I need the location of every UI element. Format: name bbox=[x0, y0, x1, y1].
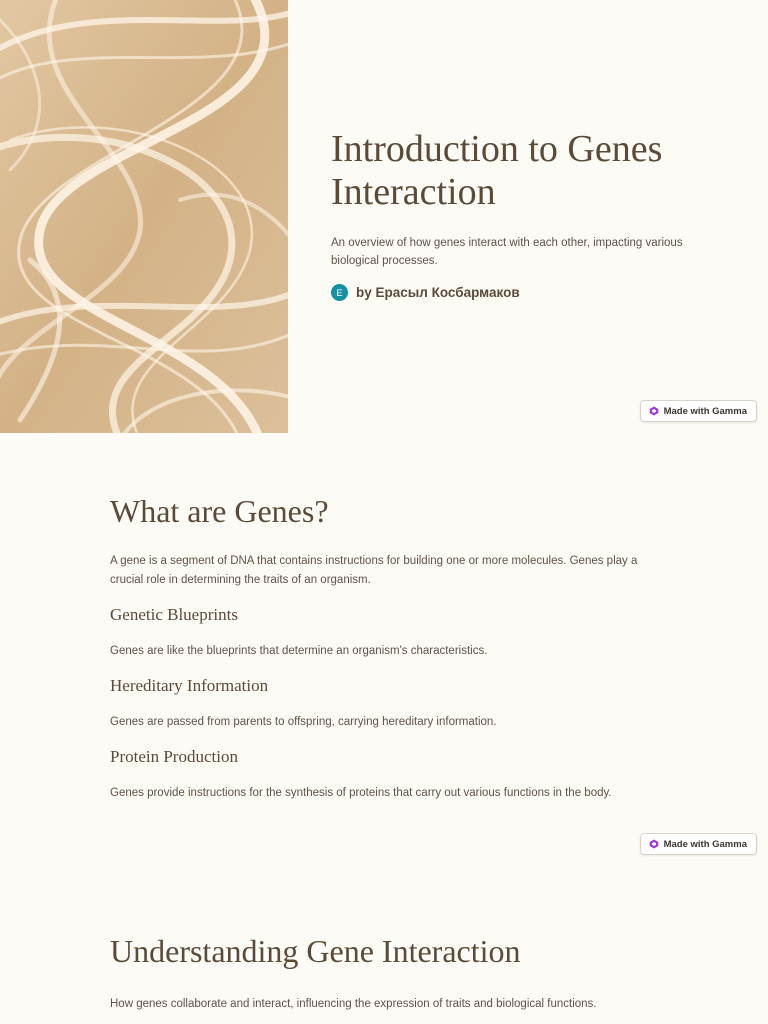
gamma-logo-icon bbox=[649, 839, 659, 849]
gamma-logo-icon bbox=[649, 406, 659, 416]
author-info bbox=[331, 284, 520, 301]
section-title-hereditary-information: Hereditary Information bbox=[110, 676, 269, 695]
what-are-genes-slide bbox=[0, 433, 768, 865]
gamma-badge-label: Made with Gamma bbox=[663, 838, 747, 850]
gamma-badge-label: Made with Gamma bbox=[663, 405, 747, 417]
slide-heading: What are Genes? bbox=[110, 493, 329, 529]
made-with-gamma-button[interactable] bbox=[640, 400, 757, 422]
section-text-genetic-blueprints: Genes are like the blueprints that determine an organism's characteristics. bbox=[110, 645, 488, 657]
made-with-gamma-button[interactable] bbox=[640, 833, 757, 855]
presentation-subtitle: An overview of how genes interact with each other, impacting various biological processes. bbox=[331, 237, 683, 267]
title-slide bbox=[0, 0, 768, 433]
section-text-hereditary-information: Genes are passed from parents to offspring, carrying hereditary information. bbox=[110, 716, 497, 728]
avatar bbox=[331, 284, 348, 301]
slide-intro: A gene is a segment of DNA that contains instructions for building one or more molecules. Genes play a crucial role in determining the traits of an organism. bbox=[110, 555, 638, 586]
section-title-protein-production: Protein Production bbox=[110, 747, 238, 766]
section-title-genetic-blueprints: Genetic Blueprints bbox=[110, 605, 238, 624]
dna-helix-image bbox=[0, 0, 288, 433]
slide-heading: Understanding Gene Interaction bbox=[110, 933, 521, 969]
section-text-protein-production: Genes provide instructions for the synthesis of proteins that carry out various functions in the body. bbox=[110, 787, 612, 799]
slide-intro: How genes collaborate and interact, influencing the expression of traits and biological functions. bbox=[110, 998, 597, 1010]
gene-interaction-slide bbox=[0, 865, 768, 1024]
presentation-title: Introduction to Genes Interaction bbox=[331, 128, 663, 213]
author-name: by Ерасыл Косбармаков bbox=[356, 285, 520, 300]
avatar-initial: E bbox=[336, 287, 343, 298]
